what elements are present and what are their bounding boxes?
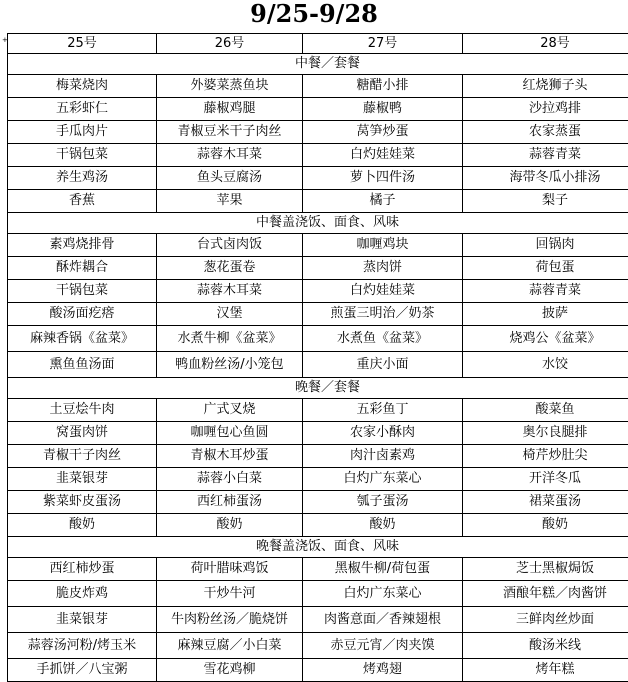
menu-item: 橘子 (303, 190, 463, 213)
menu-item: 酸奶 (157, 514, 303, 537)
menu-item: 酸奶 (8, 514, 157, 537)
menu-item: 蒜蓉木耳菜 (157, 144, 303, 167)
table-row (8, 257, 628, 280)
menu-item: 五彩虾仁 (8, 98, 157, 121)
menu-item: 广式叉烧 (157, 399, 303, 422)
table-row (8, 144, 628, 167)
menu-item: 麻辣豆腐／小白菜 (157, 633, 303, 659)
table-corner-marker: + (2, 37, 8, 44)
table-row (8, 633, 628, 659)
section-heading: 中餐盖浇饭、面食、风味 (8, 213, 628, 234)
menu-item: 五彩鱼丁 (303, 399, 463, 422)
menu-item: 海带冬瓜小排汤 (463, 167, 628, 190)
menu-item: 酒酿年糕／肉酱饼 (463, 581, 628, 607)
menu-item: 农家小酥肉 (303, 422, 463, 445)
menu-item: 韭菜银芽 (8, 607, 157, 633)
menu-item: 荷包蛋 (463, 257, 628, 280)
menu-item: 酸汤面疙瘩 (8, 303, 157, 326)
menu-item: 藤椒鸡腿 (157, 98, 303, 121)
section-heading: 晚餐／套餐 (8, 378, 628, 399)
menu-item: 素鸡烧排骨 (8, 234, 157, 257)
menu-item: 农家蒸蛋 (463, 121, 628, 144)
column-header: 27号 (303, 34, 463, 54)
menu-item: 芝士黑椒焗饭 (463, 558, 628, 581)
menu-item: 开洋冬瓜 (463, 468, 628, 491)
menu-item: 白灼娃娃菜 (303, 144, 463, 167)
menu-item: 椅芹炒肚尖 (463, 445, 628, 468)
table-row (8, 234, 628, 257)
menu-item: 雪花鸡柳 (157, 659, 303, 682)
section-row (8, 54, 628, 75)
menu-item: 西红柿蛋汤 (157, 491, 303, 514)
menu-item: 干锅包菜 (8, 144, 157, 167)
menu-item: 煎蛋三明治／奶茶 (303, 303, 463, 326)
menu-item: 蒜蓉小白菜 (157, 468, 303, 491)
table-row (8, 167, 628, 190)
header-row (8, 34, 628, 54)
table-row (8, 98, 628, 121)
section-row (8, 537, 628, 558)
menu-item: 外婆菜蒸鱼块 (157, 75, 303, 98)
menu-item: 西红柿炒蛋 (8, 558, 157, 581)
menu-item: 蒜蓉木耳菜 (157, 280, 303, 303)
table-row (8, 190, 628, 213)
menu-item: 青椒干子肉丝 (8, 445, 157, 468)
menu-item: 红烧狮子头 (463, 75, 628, 98)
menu-item: 水煮鱼《盆菜》 (303, 326, 463, 352)
menu-item: 白灼娃娃菜 (303, 280, 463, 303)
table-row (8, 280, 628, 303)
section-heading: 中餐／套餐 (8, 54, 628, 75)
menu-item: 烤鸡翅 (303, 659, 463, 682)
table-row (8, 468, 628, 491)
menu-item: 苹果 (157, 190, 303, 213)
menu-item: 麻辣香锅《盆菜》 (8, 326, 157, 352)
menu-item: 土豆烩牛肉 (8, 399, 157, 422)
menu-item: 咖喱鸡块 (303, 234, 463, 257)
column-header: 26号 (157, 34, 303, 54)
menu-item: 养生鸡汤 (8, 167, 157, 190)
table-row (8, 326, 628, 352)
menu-item: 干炒牛河 (157, 581, 303, 607)
menu-item: 紫菜虾皮蛋汤 (8, 491, 157, 514)
menu-item: 蒜蓉青菜 (463, 144, 628, 167)
menu-item: 肉汁卤素鸡 (303, 445, 463, 468)
section-row (8, 378, 628, 399)
menu-item: 水饺 (463, 352, 628, 378)
table-row (8, 399, 628, 422)
table-row (8, 581, 628, 607)
menu-item: 酥炸耦合 (8, 257, 157, 280)
menu-item: 鸭血粉丝汤/小笼包 (157, 352, 303, 378)
menu-item: 手瓜肉片 (8, 121, 157, 144)
table-row (8, 607, 628, 633)
menu-item: 莴笋炒蛋 (303, 121, 463, 144)
table-row (8, 121, 628, 144)
menu-item: 梨子 (463, 190, 628, 213)
menu-item: 回锅肉 (463, 234, 628, 257)
menu-item: 酸汤米线 (463, 633, 628, 659)
menu-item: 肉酱意面／香辣翅根 (303, 607, 463, 633)
menu-item: 青椒木耳炒蛋 (157, 445, 303, 468)
menu-item: 重庆小面 (303, 352, 463, 378)
table-row (8, 514, 628, 537)
menu-item: 干锅包菜 (8, 280, 157, 303)
menu-item: 梅菜烧肉 (8, 75, 157, 98)
table-row (8, 352, 628, 378)
menu-item: 白灼广东菜心 (303, 581, 463, 607)
table-row (8, 422, 628, 445)
section-heading: 晚餐盖浇饭、面食、风味 (8, 537, 628, 558)
menu-item: 白灼广东菜心 (303, 468, 463, 491)
menu-item: 蒸肉饼 (303, 257, 463, 280)
menu-item: 赤豆元宵／肉夹馍 (303, 633, 463, 659)
page-title: 9/25-9/28 (0, 0, 628, 33)
menu-item: 咖喱包心鱼圆 (157, 422, 303, 445)
table-row (8, 491, 628, 514)
menu-item: 沙拉鸡排 (463, 98, 628, 121)
column-header: 28号 (463, 34, 628, 54)
menu-item: 酸菜鱼 (463, 399, 628, 422)
table-row (8, 558, 628, 581)
menu-item: 汉堡 (157, 303, 303, 326)
menu-item: 台式卤肉饭 (157, 234, 303, 257)
menu-item: 披萨 (463, 303, 628, 326)
menu-item: 牛肉粉丝汤／脆烧饼 (157, 607, 303, 633)
menu-item: 鱼头豆腐汤 (157, 167, 303, 190)
menu-item: 蒜蓉青菜 (463, 280, 628, 303)
menu-item: 奥尔良腿排 (463, 422, 628, 445)
menu-table (7, 33, 628, 682)
menu-item: 葱花蛋卷 (157, 257, 303, 280)
menu-item: 烤年糕 (463, 659, 628, 682)
table-row (8, 75, 628, 98)
menu-item: 黑椒牛柳/荷包蛋 (303, 558, 463, 581)
menu-item: 韭菜银芽 (8, 468, 157, 491)
menu-item: 裙菜蛋汤 (463, 491, 628, 514)
menu-item: 三鲜肉丝炒面 (463, 607, 628, 633)
menu-item: 荷叶腊味鸡饭 (157, 558, 303, 581)
menu-item: 蒜蓉汤河粉/烤玉米 (8, 633, 157, 659)
table-row (8, 303, 628, 326)
menu-item: 手抓饼／八宝粥 (8, 659, 157, 682)
table-row (8, 445, 628, 468)
column-header: 25号 (8, 34, 157, 54)
menu-item: 窝蛋肉饼 (8, 422, 157, 445)
menu-item: 水煮牛柳《盆菜》 (157, 326, 303, 352)
menu-item: 瓠子蛋汤 (303, 491, 463, 514)
table-row (8, 659, 628, 682)
section-row (8, 213, 628, 234)
menu-item: 酸奶 (463, 514, 628, 537)
menu-item: 熏鱼鱼汤面 (8, 352, 157, 378)
menu-item: 脆皮炸鸡 (8, 581, 157, 607)
menu-item: 香蕉 (8, 190, 157, 213)
menu-item: 烧鸡公《盆菜》 (463, 326, 628, 352)
menu-item: 糖醋小排 (303, 75, 463, 98)
menu-item: 青椒豆米干子肉丝 (157, 121, 303, 144)
menu-item: 酸奶 (303, 514, 463, 537)
menu-item: 藤椒鸭 (303, 98, 463, 121)
menu-item: 萝卜四件汤 (303, 167, 463, 190)
